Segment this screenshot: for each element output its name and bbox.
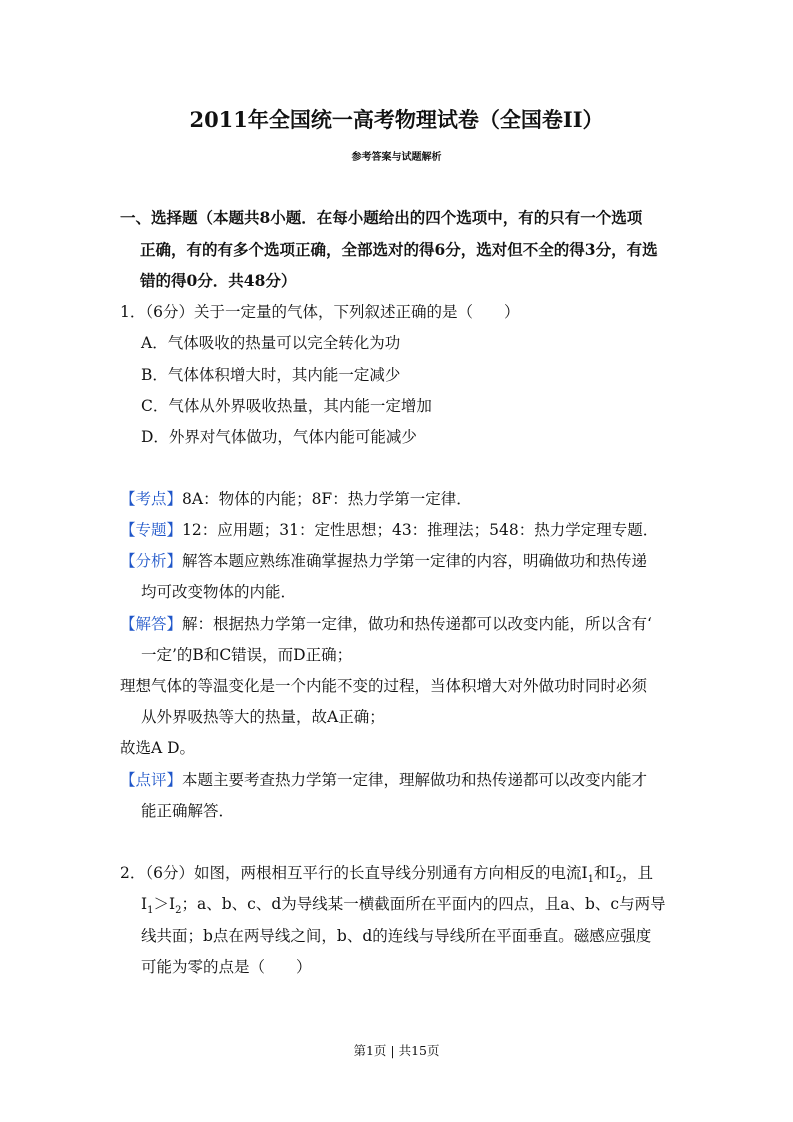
kaodian-text: 8A：物体的内能；8F：热力学第一定律． bbox=[182, 490, 472, 508]
kaodian-line bbox=[120, 487, 472, 509]
q2-line2-sub-1: 1 bbox=[147, 905, 154, 917]
question-1-option-b: B．气体体积增大时，其内能一定减少 bbox=[141, 366, 401, 384]
jieda-text-2: 一定’的B和C错误，而D正确； bbox=[141, 646, 353, 664]
fenxi-text-1: 解答本题应熟练准确掌握热力学第一定律的内容，明确做功和热传递 bbox=[182, 552, 648, 570]
q2-sub-1: 1 bbox=[587, 874, 594, 886]
section-heading-line-3: 错的得0分．共48分） bbox=[140, 271, 297, 290]
zhuanti-tag: 【专题】 bbox=[120, 521, 183, 539]
q2-line1-part-c: ，且 bbox=[621, 864, 653, 882]
q2-line2-sub-2: 2 bbox=[175, 905, 182, 917]
section-heading-line-1: 一、选择题（本题共8小题．在每小题给出的四个选项中，有的只有一个选项 bbox=[120, 208, 643, 227]
jieda-line bbox=[120, 612, 652, 634]
question-2-line-4: 可能为零的点是（ ） bbox=[141, 958, 312, 976]
fenxi-tag: 【分析】 bbox=[120, 552, 183, 570]
page-footer: 第1页 | 共15页 bbox=[353, 1043, 440, 1058]
q2-line2-part-a: I bbox=[141, 895, 148, 913]
fenxi-line bbox=[120, 549, 647, 571]
jieda-text-5: 故选A D。 bbox=[120, 739, 196, 757]
section-heading-line-2: 正确，有的有多个选项正确，全部选对的得6分，选对但不全的得3分，有选 bbox=[140, 240, 658, 259]
question-1-option-a: A．气体吸收的热量可以完全转化为功 bbox=[141, 334, 401, 352]
question-2-line-3: 线共面；b点在两导线之间，b、d的连线与导线所在平面垂直。磁感应强度 bbox=[141, 927, 652, 945]
question-2-line-1 bbox=[120, 861, 653, 885]
jieda-tag: 【解答】 bbox=[120, 615, 183, 633]
page-title: 2011年全国统一高考物理试卷（全国卷II） bbox=[189, 107, 604, 132]
page-subtitle: 参考答案与试题解析 bbox=[351, 152, 442, 163]
q2-line2-part-b: ＞I bbox=[153, 895, 176, 913]
question-1-option-d: D．外界对气体做功，气体内能可能减少 bbox=[141, 428, 417, 446]
fenxi-text-2: 均可改变物体的内能． bbox=[141, 583, 297, 601]
jieda-text-1: 解：根据热力学第一定律，做功和热传递都可以改变内能，所以含有‘ bbox=[182, 615, 652, 633]
q2-line2-part-c: ；a、b、c、d为导线某一横截面所在平面内的四点，且a、b、c与两导 bbox=[181, 895, 666, 913]
question-2-line-2 bbox=[141, 892, 666, 916]
question-1-option-c: C．气体从外界吸收热量，其内能一定增加 bbox=[141, 397, 432, 415]
jieda-text-3: 理想气体的等温变化是一个内能不变的过程，当体积增大对外做功时同时必须 bbox=[120, 677, 648, 695]
q2-sub-2: 2 bbox=[615, 874, 622, 886]
dianping-line bbox=[120, 768, 647, 790]
dianping-text-2: 能正确解答． bbox=[141, 802, 235, 820]
zhuanti-text: 12：应用题；31：定性思想；43：推理法；548：热力学定理专题． bbox=[182, 521, 659, 539]
question-1-stem: 1．（6分）关于一定量的气体，下列叙述正确的是（ ） bbox=[120, 303, 520, 321]
q2-line1-part-a: 2．（6分）如图，两根相互平行的长直导线分别通有方向相反的电流I bbox=[120, 864, 588, 882]
dianping-tag: 【点评】 bbox=[120, 771, 183, 789]
dianping-text-1: 本题主要考查热力学第一定律，理解做功和热传递都可以改变内能才 bbox=[182, 771, 648, 789]
q2-line1-part-b: 和I bbox=[593, 864, 616, 882]
jieda-text-4: 从外界吸热等大的热量，故A正确； bbox=[141, 708, 385, 726]
zhuanti-line bbox=[120, 518, 658, 540]
kaodian-tag: 【考点】 bbox=[120, 490, 183, 508]
